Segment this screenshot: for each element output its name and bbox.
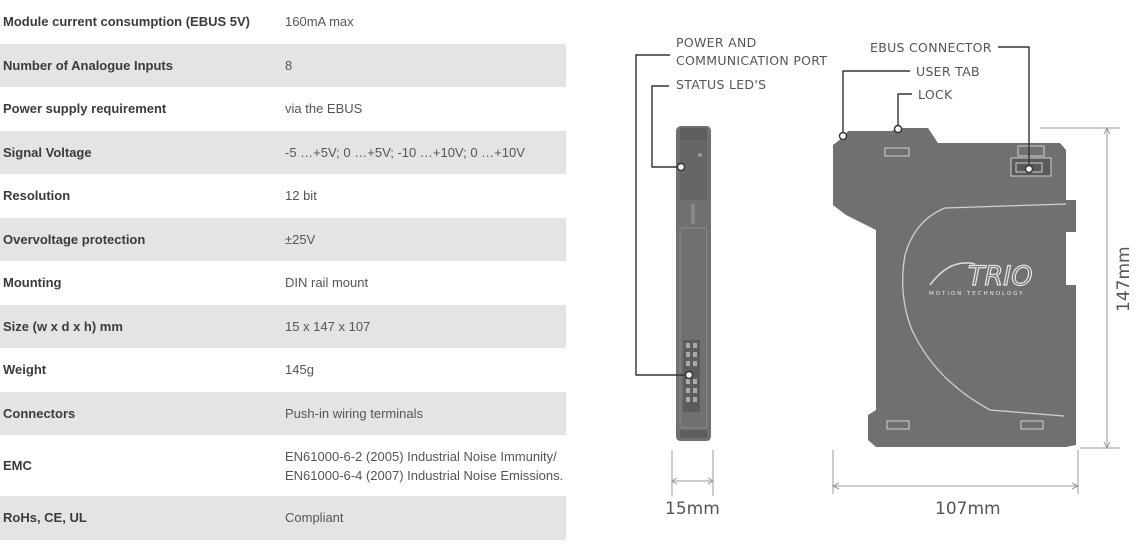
spec-label: Connectors — [3, 405, 76, 421]
table-row — [0, 87, 566, 131]
table-row — [0, 261, 566, 305]
lock-leader-dot — [895, 126, 902, 133]
side-view-bottom — [680, 430, 707, 438]
user-tab-leader-dot — [840, 133, 847, 140]
spec-value: 12 bit — [285, 188, 317, 204]
table-row — [0, 435, 566, 496]
table-row — [0, 44, 566, 88]
table-row — [0, 392, 566, 436]
spec-label: Weight — [3, 362, 47, 378]
spec-value: Compliant — [285, 510, 344, 526]
front-view-module — [833, 128, 1076, 447]
table-row — [0, 0, 566, 44]
module-dimension-diagram — [566, 0, 1142, 544]
spec-value: Push-in wiring terminals — [285, 405, 423, 421]
spec-value: DIN rail mount — [285, 275, 369, 291]
status-leds-label: STATUS LED'S — [676, 77, 767, 92]
spec-label: Module current consumption (EBUS 5V) — [3, 14, 251, 30]
trio-logo-text: TRIO — [968, 261, 1033, 292]
spec-value: ±25V — [285, 231, 316, 247]
spec-label: Power supply requirement — [3, 101, 167, 117]
power-comm-label-line1: POWER AND — [676, 35, 757, 50]
spec-value: 15 x 147 x 107 — [285, 318, 371, 334]
spec-label: Size (w x d x h) mm — [3, 318, 123, 334]
lock-leader — [898, 94, 912, 127]
table-row — [0, 174, 566, 218]
width-dimension-label: 15mm — [665, 499, 720, 519]
table-row — [0, 218, 566, 262]
spec-label: EMC — [3, 458, 32, 473]
spec-label: Mounting — [3, 275, 62, 291]
trio-logo-tagline: MOTION TECHNOLOGY — [929, 291, 1025, 297]
table-row — [0, 496, 566, 540]
depth-dimension-label: 107mm — [935, 499, 1001, 519]
ebus-connector-leader-dot — [1026, 166, 1033, 173]
spec-value: -5 …+5V; 0 …+5V; -10 …+10V; 0 …+10V — [285, 144, 525, 160]
spec-value — [283, 435, 566, 496]
spec-value: 160mA max — [285, 14, 354, 30]
spec-value: 145g — [285, 362, 314, 378]
spec-value-line: EN61000-6-4 (2007) Industrial Noise Emissions. — [285, 467, 564, 483]
spec-label: Resolution — [3, 188, 71, 204]
table-row — [0, 305, 566, 349]
power-port — [680, 140, 707, 200]
height-dimension-label: 147mm — [1114, 246, 1134, 312]
power-comm-label-line2: COMMUNICATION PORT — [676, 53, 828, 68]
spec-value-line: EN61000-6-2 (2005) Industrial Noise Immunity/ — [285, 448, 557, 464]
spec-label: Number of Analogue Inputs — [3, 57, 173, 73]
table-row — [0, 131, 566, 175]
ebus-connector-label: EBUS CONNECTOR — [870, 40, 992, 55]
power-comm-leader-dot — [686, 372, 693, 379]
lock-label: LOCK — [918, 87, 953, 102]
side-view-top-cap — [680, 128, 707, 140]
side-view-slot — [691, 204, 695, 224]
spec-label: Signal Voltage — [3, 144, 92, 160]
table-row — [0, 348, 566, 392]
status-led-leader — [652, 86, 679, 167]
spec-value: via the EBUS — [285, 101, 363, 117]
spec-label: RoHs, CE, UL — [3, 510, 87, 526]
spec-value: 8 — [285, 57, 293, 73]
status-led — [698, 153, 702, 157]
user-tab-label: USER TAB — [916, 64, 980, 79]
status-led-leader-dot — [678, 164, 685, 171]
spec-label: Overvoltage protection — [3, 231, 146, 247]
side-view-module — [676, 126, 711, 441]
specifications-table — [0, 0, 566, 540]
